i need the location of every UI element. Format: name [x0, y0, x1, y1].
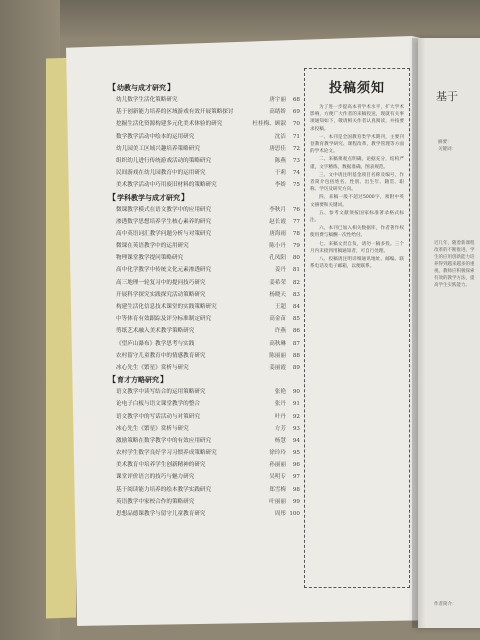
- toc-entry-page-number: 71: [292, 133, 300, 140]
- toc-entry-title: 激励策略在数学教学中的有效应用研究: [116, 437, 212, 444]
- toc-entry-author: 赵长霞: [269, 218, 286, 225]
- toc-entry-author: 姜丹: [274, 267, 286, 274]
- toc-entry-page-number: 96: [292, 462, 300, 469]
- toc-entry-page-number: 70: [292, 121, 300, 128]
- bracket-left: 【: [108, 375, 116, 385]
- toc-entry-title: 组织幼儿进行传统游戏活动的策略研究: [116, 157, 212, 164]
- toc-section-heading: [108, 192, 300, 204]
- bracket-left: 【: [108, 192, 116, 202]
- toc-entry-page-number: 80: [292, 255, 300, 262]
- toc-entry-title: 高中英语词汇教学问题分析与对策研究: [116, 230, 212, 237]
- notice-paragraph: 三、文中请注明基金项目名称及编号，作者简介包括姓名、性别、出生年、籍贯、职称、学历及研究方向。: [310, 172, 404, 193]
- notice-paragraph: 四、来稿一般不超过5000字，须附中英文摘要和关键词。: [310, 195, 404, 208]
- toc-entry-page-number: 100: [289, 511, 300, 517]
- toc-entry-author: 许燕: [274, 328, 286, 335]
- notice-paragraph: 八、投稿请注明详细通讯地址、邮编、联系电话及电子邮箱，以便联系。: [310, 257, 404, 270]
- notice-paragraph: 七、来稿文责自负，请勿一稿多投。三个月内未接到用稿通知者，可自行处理。: [310, 241, 404, 254]
- toc-entry-author: 高绪娇: [269, 109, 286, 116]
- toc-entry-author: 杜桂梅、顾淑: [252, 121, 286, 128]
- toc-entry-author: 孙丽丽: [269, 462, 286, 469]
- toc-entry-author: 陈小丹: [269, 243, 286, 250]
- toc-entry-author: 陈丽丽: [269, 352, 286, 359]
- notice-paragraph: 六、本刊已加入相关数据库，作者著作权使用费与稿酬一次性给付。: [310, 226, 404, 239]
- toc-entry-title: 微课在英语教学中的运用研究: [116, 243, 189, 250]
- toc-entry-page-number: 74: [292, 170, 300, 177]
- toc-entry-page-number: 97: [292, 474, 300, 481]
- toc-entry[interactable]: [108, 338, 300, 350]
- toc-entry-page-number: 79: [292, 243, 300, 250]
- toc-entry-title: 冰心先生《繁星》赏析与研究: [116, 425, 189, 432]
- toc-entry[interactable]: [108, 155, 300, 167]
- toc-entry[interactable]: [108, 228, 300, 240]
- toc-entry-title: 剪纸艺术融入美术教学策略研究: [116, 328, 195, 335]
- toc-entry[interactable]: [108, 508, 300, 520]
- notice-paragraph: 五、参考文献须按国家标准著录格式标注。: [310, 210, 404, 224]
- toc-entry-page-number: 75: [292, 182, 300, 189]
- table-of-contents: [108, 82, 300, 520]
- toc-entry[interactable]: [108, 350, 300, 362]
- toc-entry-title: 物理课堂教学提问策略研究: [116, 255, 184, 262]
- toc-entry-page-number: 88: [292, 352, 300, 359]
- toc-entry-page-number: 86: [292, 328, 300, 335]
- toc-entry[interactable]: [108, 313, 300, 325]
- toc-entry-page-number: 73: [292, 157, 300, 164]
- toc-entry-title: 中等体育有效跟踪及评分标准制定研究: [116, 316, 212, 323]
- toc-entry-author: 杨慧: [274, 437, 286, 444]
- toc-entry-author: 吴明专: [269, 474, 286, 481]
- toc-entry-page-number: 69: [292, 109, 300, 116]
- toc-entry[interactable]: [108, 325, 300, 337]
- toc-entry-page-number: 87: [292, 340, 300, 347]
- toc-entry-author: 叶丹: [274, 413, 286, 420]
- toc-entry-title: 美术教学活动中巧用废旧材料的策略研究: [116, 182, 217, 189]
- toc-entry-author: 陈燕: [274, 157, 286, 164]
- toc-entry-title: 思想品德课教学与留守儿童教育研究: [116, 511, 206, 517]
- bracket-right: 】: [167, 83, 175, 92]
- toc-entry[interactable]: [108, 131, 300, 143]
- toc-entry-page-number: 68: [292, 97, 300, 103]
- notice-paragraph: 为了进一步提高本刊学术水平，扩大学术影响，方便广大作者的来稿投送，现就有关事项通知如下，敬请相关作者认真阅读，并按要求投稿。: [310, 105, 404, 132]
- toc-entry[interactable]: [108, 459, 300, 471]
- toc-entry-title: 挖掘生活化资源构建多元化美术体验的研究: [116, 121, 223, 128]
- toc-entry-title: 基于创新能力培养的区域游戏有效开展策略探讨: [116, 109, 234, 116]
- facing-page-text: 近几年，随着新课程改革的不断推进，学生的应用创新能力培养得到越来越多的重视，教师应积极探索有效的教学方法，提高学生实践能力。: [434, 241, 475, 288]
- toc-entry[interactable]: [108, 423, 300, 435]
- submission-notice-box: [304, 68, 410, 588]
- toc-entry-title: 基于阅读能力培养的绘本教学实践研究: [116, 486, 212, 493]
- toc-entry-page-number: 95: [292, 450, 300, 457]
- toc-entry[interactable]: [108, 277, 300, 289]
- toc-entry-author: 唐海雨: [269, 230, 286, 237]
- toc-entry[interactable]: [108, 264, 300, 276]
- toc-entry-page-number: 82: [292, 279, 300, 286]
- toc-entry[interactable]: [108, 167, 300, 179]
- notice-title: 投稿须知: [328, 81, 385, 96]
- toc-entry-author: 沈洁: [274, 133, 286, 140]
- toc-entry[interactable]: [108, 143, 300, 155]
- facing-page-abstract: [438, 140, 478, 153]
- toc-entry[interactable]: [108, 106, 300, 118]
- bracket-left: 【: [108, 83, 116, 92]
- toc-entry-author: 李秋月: [269, 206, 286, 213]
- toc-entry-title: 语文教学中读写结合的运用策略研究: [116, 389, 206, 396]
- toc-entry-author: 姜丽霞: [269, 364, 286, 371]
- desk-background-top: [0, 0, 480, 38]
- toc-entry-title: 民间游戏在幼儿园教育中的运用研究: [116, 170, 206, 177]
- toc-entry-page-number: 90: [292, 389, 300, 396]
- toc-entry-page-number: 77: [292, 218, 300, 225]
- toc-entry-title: 微课教学模式在语文教学中的应用研究: [116, 206, 212, 213]
- toc-entry-title: 语文教学中的写话活动与对策研究: [116, 413, 200, 420]
- toc-entry-author: 徐玲玲: [269, 450, 286, 457]
- toc-entry-page-number: 85: [292, 316, 300, 323]
- book-spine-shadow: [412, 38, 426, 628]
- toc-entry-title: 美术教育中培养学生创新精神的研究: [116, 462, 206, 469]
- toc-entry-author: 方芳: [274, 425, 286, 432]
- toc-entry-title: 论电子白板与语文课堂教学的整合: [116, 401, 200, 408]
- toc-entry[interactable]: [108, 216, 300, 228]
- toc-entry-author: 孔凤阳: [269, 255, 286, 262]
- facing-page: [418, 38, 480, 628]
- toc-section-title: 幼教与成才研究: [117, 84, 166, 92]
- toc-entry-author: 郑雪梅: [269, 486, 286, 493]
- toc-entry-title: 幼儿数学生活化策略研究: [116, 97, 178, 103]
- toc-entry-title: 高中化学教学中传统文化元素渗透研究: [116, 267, 212, 274]
- toc-entry-title: 构建生活化信息技术课堂的实践策略研究: [116, 304, 217, 310]
- toc-entry-title: 农村学生数学良好学习习惯养成策略研究: [116, 450, 217, 457]
- toc-entry-title: 数学教学活动中绘本的运用研究: [116, 133, 195, 140]
- toc-entry-title: 冰心先生《繁星》赏析与研究: [116, 364, 189, 371]
- toc-entry-title: 农村留守儿童教育中的情感教育研究: [116, 352, 206, 359]
- toc-entry[interactable]: [108, 386, 300, 398]
- toc-entry[interactable]: [108, 435, 300, 447]
- toc-entry-author: 高秋琳: [269, 340, 286, 347]
- toc-entry-title: 高三地理一轮复习中的提问技巧研究: [116, 279, 206, 286]
- toc-entry[interactable]: [108, 204, 300, 216]
- toc-entry[interactable]: [108, 447, 300, 459]
- toc-entry-page-number: 99: [292, 498, 300, 505]
- notice-body: [310, 104, 404, 270]
- toc-entry-page-number: 83: [292, 291, 300, 298]
- toc-entry-title: 渗透数学思想培养学生核心素养的研究: [116, 218, 212, 225]
- toc-entry[interactable]: [108, 411, 300, 423]
- toc-entry-page-number: 84: [292, 304, 300, 310]
- toc-entry-page-number: 78: [292, 230, 300, 237]
- toc-section-heading: [108, 374, 300, 386]
- toc-entry-author: 高金苗: [269, 316, 286, 323]
- toc-entry-page-number: 91: [292, 401, 300, 408]
- toc-entry-author: 王超: [274, 304, 286, 310]
- toc-entry-page-number: 92: [292, 413, 300, 420]
- toc-entry-page-number: 81: [292, 267, 300, 274]
- toc-entry[interactable]: [108, 289, 300, 301]
- toc-entry[interactable]: [108, 484, 300, 496]
- keywords-label: 关键词：: [438, 146, 456, 152]
- toc-entry[interactable]: [108, 398, 300, 410]
- toc-entry-author: 张丹: [274, 401, 286, 408]
- toc-entry-author: 杨晓天: [269, 291, 286, 298]
- toc-entry-title: 幼儿园美工区域兴趣培养策略研究: [116, 145, 200, 152]
- toc-entry[interactable]: [108, 496, 300, 508]
- toc-entry-title: 课堂评价语言的技巧与魅力研究: [116, 474, 195, 481]
- toc-entry-title: 《望庐山瀑布》教学思考与实践: [116, 340, 195, 347]
- notice-paragraph: 一、本刊是全国教育类学术期刊，主要刊登教育教学研究、课程改革、教学管理等方面的学术论文。: [310, 134, 404, 155]
- bracket-right: 】: [160, 375, 168, 385]
- toc-entry[interactable]: [108, 179, 300, 191]
- toc-section-title: 学科教学与成才研究: [117, 193, 180, 202]
- facing-page-heading: 基于: [436, 90, 458, 103]
- toc-entry-author: 唐宇丽: [269, 97, 286, 103]
- toc-entry-author: 于莉: [274, 170, 286, 177]
- toc-entry-title: 英语教学中家校合作的策略研究: [116, 498, 195, 505]
- toc-section-heading: [108, 82, 300, 94]
- toc-entry-page-number: 89: [292, 364, 300, 371]
- toc-entry[interactable]: [108, 252, 300, 264]
- toc-entry[interactable]: [108, 362, 300, 374]
- toc-entry-page-number: 94: [292, 437, 300, 444]
- toc-section-title: 育才方略研究: [117, 376, 159, 385]
- toc-entry-page-number: 72: [292, 145, 300, 152]
- toc-entry-page-number: 93: [292, 425, 300, 432]
- toc-entry-author: 叶丽丽: [269, 498, 286, 505]
- toc-entry-author: 李娇: [274, 182, 286, 189]
- toc-entry-title: 开展科学探究实践探究活动策略研究: [116, 291, 206, 298]
- toc-entry-author: 唐思佳: [269, 145, 286, 152]
- notice-paragraph: 二、来稿须观点明确，论据充分，结构严谨，文字精炼，数据准确，图表规范。: [310, 157, 404, 170]
- toc-entry-page-number: 98: [292, 486, 300, 493]
- toc-entry[interactable]: [108, 118, 300, 130]
- toc-entry[interactable]: [108, 301, 300, 313]
- toc-entry[interactable]: [108, 471, 300, 483]
- toc-entry-page-number: 76: [292, 206, 300, 213]
- toc-entry-author: 张艳: [274, 389, 286, 396]
- toc-entry[interactable]: [108, 240, 300, 252]
- abstract-label: 摘要：: [438, 140, 452, 145]
- facing-page-footer: 作者简介：: [434, 602, 457, 607]
- toc-entry-author: 周彤: [274, 511, 286, 517]
- toc-entry-author: 姜希荣: [269, 279, 286, 286]
- bracket-right: 】: [181, 192, 189, 202]
- toc-entry[interactable]: [108, 94, 300, 106]
